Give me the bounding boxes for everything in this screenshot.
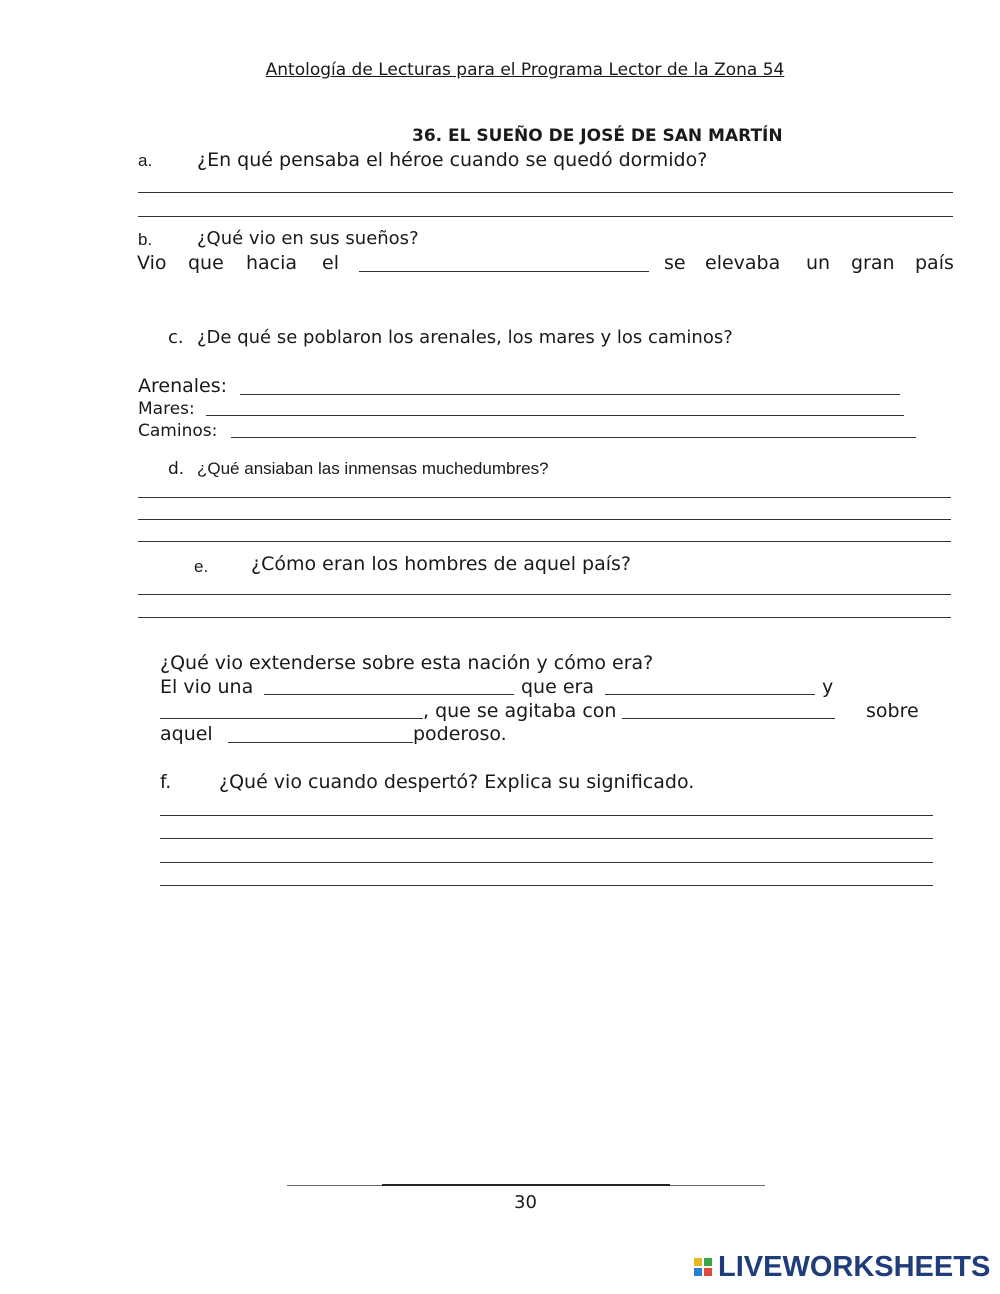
fill-word: país (915, 252, 954, 274)
fill-text: El vio una (160, 676, 254, 698)
fill-word: que (188, 252, 224, 274)
question-a-label: a. (138, 151, 153, 170)
answer-line-f1[interactable] (160, 815, 933, 816)
mares-label: Mares: (138, 399, 195, 419)
answer-line-e1[interactable] (138, 594, 951, 595)
blank-flag-5[interactable] (228, 742, 413, 743)
question-d-text: ¿Qué ansiaban las inmensas muchedumbres? (197, 459, 549, 478)
question-flag-text: ¿Qué vio extenderse sobre esta nación y cómo era? (160, 652, 654, 674)
answer-line-d1[interactable] (138, 497, 951, 498)
fill-text: que era (521, 676, 594, 698)
fill-word: se (664, 252, 686, 274)
blank-flag-1[interactable] (264, 694, 514, 695)
fill-text: y (822, 676, 834, 698)
blank-flag-2[interactable] (605, 694, 815, 695)
caminos-label: Caminos: (138, 421, 218, 441)
question-f-label: f. (160, 771, 172, 793)
answer-line-a1[interactable] (138, 192, 953, 193)
page-number: 30 (514, 1192, 537, 1213)
question-c-text: ¿De qué se poblaron los arenales, los mares y los caminos? (197, 327, 733, 348)
answer-line-f2[interactable] (160, 838, 933, 839)
question-b-text: ¿Qué vio en sus sueños? (197, 228, 419, 249)
answer-line-d3[interactable] (138, 541, 951, 542)
fill-text: sobre (866, 700, 919, 722)
fill-word: el (322, 252, 339, 274)
question-a-text: ¿En qué pensaba el héroe cuando se quedó dormido? (197, 149, 708, 171)
question-f-text: ¿Qué vio cuando despertó? Explica su significado. (219, 771, 695, 793)
blank-mares[interactable] (206, 415, 904, 416)
fill-word: un (806, 252, 831, 274)
fill-text: poderoso. (413, 723, 507, 745)
blank-arenales[interactable] (240, 394, 900, 395)
fill-word: elevaba (705, 252, 781, 274)
fill-word: hacia (246, 252, 298, 274)
question-e-label: e. (194, 557, 209, 576)
question-b-label: b. (138, 230, 153, 249)
footer-rule-bold (382, 1184, 670, 1186)
fill-text: aquel (160, 723, 213, 745)
arenales-label: Arenales: (138, 375, 228, 397)
liveworksheets-logo-text[interactable]: LIVEWORKSHEETS (718, 1251, 991, 1283)
answer-line-e2[interactable] (138, 617, 951, 618)
question-d-label: d. (168, 459, 185, 479)
answer-line-f4[interactable] (160, 885, 933, 886)
fill-word: Vio (137, 252, 167, 274)
fill-word: gran (851, 252, 895, 274)
fill-text: , que se agitaba con (423, 700, 617, 722)
blank-caminos[interactable] (231, 437, 916, 438)
blank-flag-3[interactable] (160, 718, 423, 719)
blank-b[interactable] (359, 271, 649, 272)
answer-line-f3[interactable] (160, 862, 933, 863)
answer-line-d2[interactable] (138, 519, 951, 520)
question-e-text: ¿Cómo eran los hombres de aquel país? (251, 553, 631, 575)
answer-line-a2[interactable] (138, 216, 953, 217)
page-title: 36. EL SUEÑO DE JOSÉ DE SAN MARTÍN (412, 126, 783, 146)
question-c-label: c. (168, 327, 184, 348)
blank-flag-4[interactable] (622, 718, 835, 719)
page-header: Antología de Lecturas para el Programa Lector de la Zona 54 (265, 60, 785, 80)
